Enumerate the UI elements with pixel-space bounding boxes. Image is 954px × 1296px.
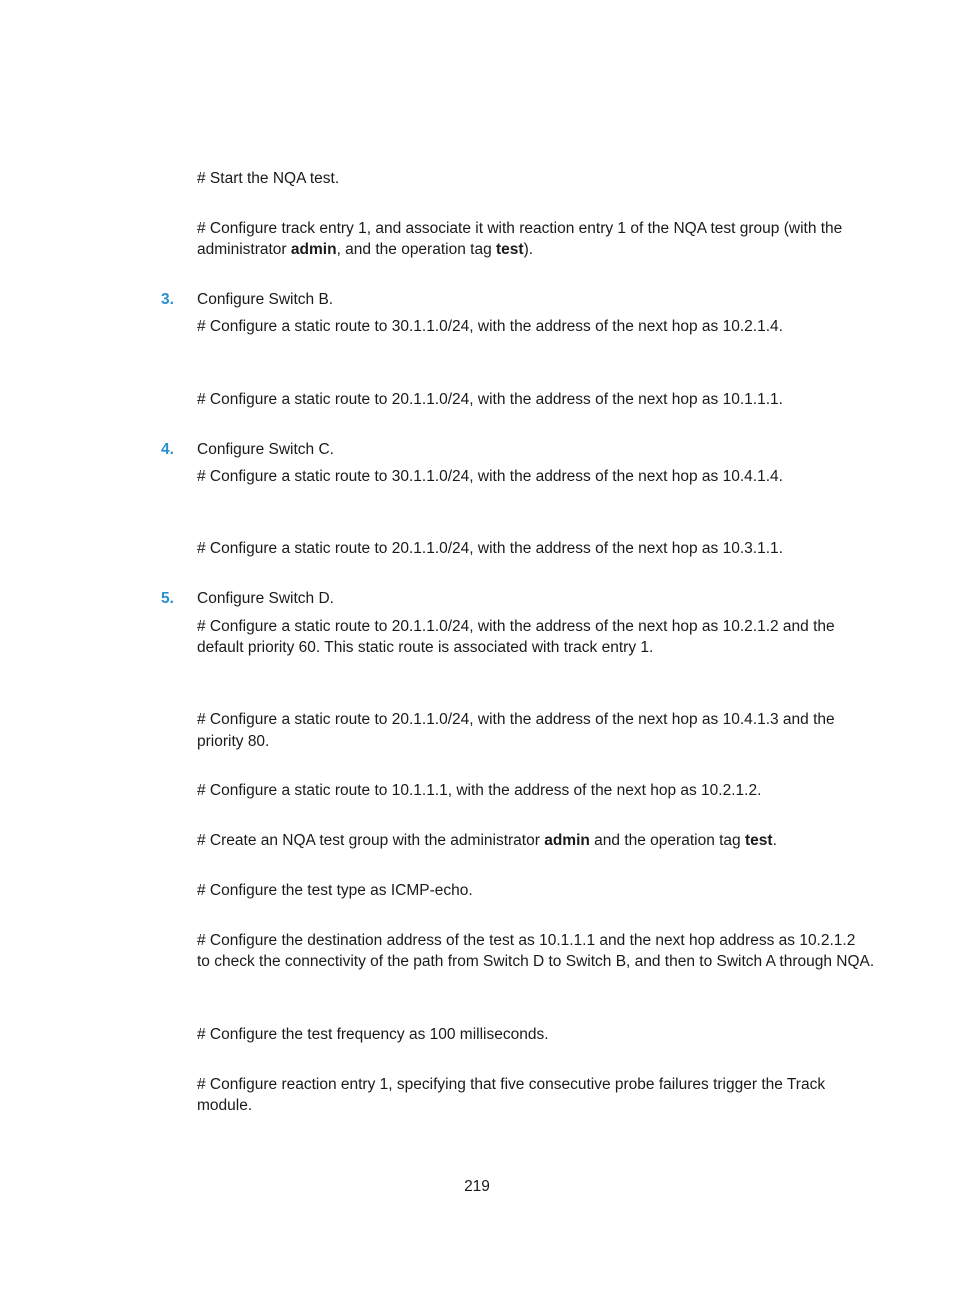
step-label-5: Configure Switch D. [197,590,334,607]
paragraph-destination-line2: to check the connectivity of the path from Switch D to Switch B, and then to Switch A through NQA. [197,953,875,970]
paragraph-switch-b-route2: # Configure a static route to 20.1.1.0/24, with the address of the next hop as 10.1.1.1. [197,391,783,408]
paragraph-switch-c-route1: # Configure a static route to 30.1.1.0/24, with the address of the next hop as 10.4.1.4. [197,468,783,485]
text: , and the operation tag [336,241,496,258]
step-label-4: Configure Switch C. [197,441,334,458]
paragraph-test-type: # Configure the test type as ICMP-echo. [197,882,473,899]
paragraph-reaction-entry-line1: # Configure reaction entry 1, specifying that five consecutive probe failures trigger the Track [197,1076,826,1093]
text: and the operation tag [589,832,745,849]
paragraph-destination-line1: # Configure the destination address of the test as 10.1.1.1 and the next hop address as 10.2.1.2 [197,932,856,949]
paragraph-track-entry-line1: # Configure track entry 1, and associate it with reaction entry 1 of the NQA test group (with the [197,220,843,237]
step-number-5: 5. [161,590,174,607]
paragraph-switch-d-route2-line2: priority 80. [197,733,270,750]
keyword-admin: admin [290,241,337,258]
paragraph-switch-d-route3: # Configure a static route to 10.1.1.1, with the address of the next hop as 10.2.1.2. [197,782,762,799]
page-number: 219 [464,1178,490,1195]
step-label-3: Configure Switch B. [197,291,334,308]
paragraph-switch-d-route1-line1: # Configure a static route to 20.1.1.0/24, with the address of the next hop as 10.2.1.2 and the [197,618,835,635]
keyword-test: test [744,832,773,849]
paragraph-switch-d-route1-line2: default priority 60. This static route is associated with track entry 1. [197,639,654,656]
step-number-4: 4. [161,441,174,458]
step-number-3: 3. [161,291,174,308]
keyword-admin: admin [544,832,590,849]
paragraph-switch-c-route2: # Configure a static route to 20.1.1.0/24, with the address of the next hop as 10.3.1.1. [197,540,783,557]
paragraph-switch-b-route1: # Configure a static route to 30.1.1.0/24, with the address of the next hop as 10.2.1.4. [197,318,783,335]
paragraph-reaction-entry-line2: module. [197,1097,253,1114]
text: administrator [197,241,291,258]
paragraph-test-frequency: # Configure the test frequency as 100 milliseconds. [197,1026,549,1043]
paragraph-start-nqa: # Start the NQA test. [197,170,340,187]
keyword-test: test [496,241,524,258]
text: # Create an NQA test group with the administrator [197,832,545,849]
paragraph-track-entry-line2 [197,239,533,260]
paragraph-switch-d-route2-line1: # Configure a static route to 20.1.1.0/24, with the address of the next hop as 10.4.1.3 and the [197,711,835,728]
text: . [772,832,777,849]
paragraph-create-nqa-group [197,830,777,851]
text: ). [523,241,534,258]
